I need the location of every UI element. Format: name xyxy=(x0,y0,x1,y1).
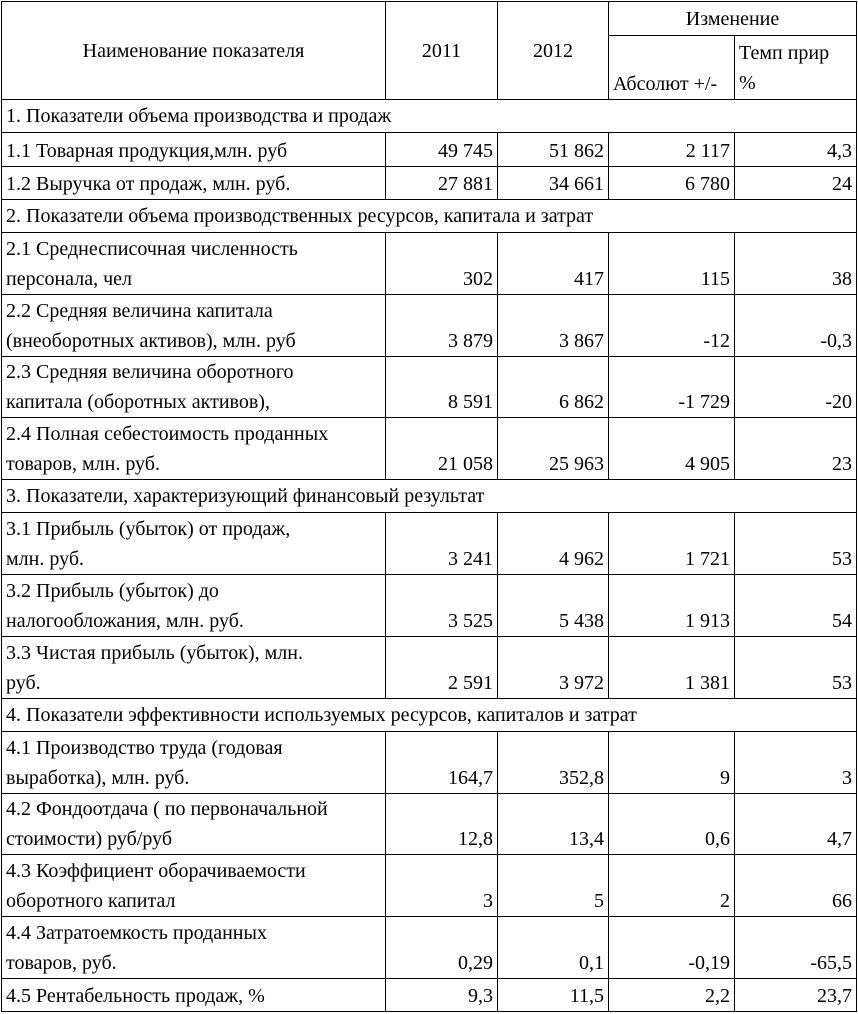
indicator-name-line: 1.2 Выручка от продаж, млн. руб. xyxy=(6,173,291,196)
absolute-change: 6 780 xyxy=(609,166,735,199)
value-2012: 3 972 xyxy=(498,636,609,698)
indicator-name xyxy=(2,978,386,1011)
indicator-name xyxy=(2,916,386,978)
indicator-name-line: 4.2 Фондоотдача ( по первоначальной xyxy=(6,798,328,821)
header-growth-rate-line2: % xyxy=(739,71,756,94)
section-title: 1. Показатели объема производства и продаж xyxy=(2,100,857,133)
indicator-name xyxy=(2,793,386,855)
growth-rate: 38 xyxy=(735,233,857,295)
table-header xyxy=(2,2,857,100)
table-row xyxy=(2,233,857,295)
value-2012: 5 xyxy=(498,855,609,917)
section-title: 2. Показатели объема производственных ресурсов, капитала и затрат xyxy=(2,200,857,233)
section-title: 3. Показатели, характеризующий финансовый результат xyxy=(2,480,857,513)
header-change: Изменение xyxy=(609,2,857,36)
indicator-name-line: товаров, руб. xyxy=(6,951,117,974)
absolute-change: 4 905 xyxy=(609,418,735,480)
absolute-change: 9 xyxy=(609,731,735,793)
indicator-name xyxy=(2,636,386,698)
indicator-name-line: руб. xyxy=(6,671,41,694)
section-row xyxy=(2,200,857,233)
growth-rate: 53 xyxy=(735,636,857,698)
indicator-name-line: (внеоборотных активов), млн. руб xyxy=(6,329,296,352)
absolute-change: 115 xyxy=(609,233,735,295)
indicator-name-line: 4.4 Затратоемкость проданных xyxy=(6,921,267,944)
value-2012: 352,8 xyxy=(498,731,609,793)
header-year-2011: 2011 xyxy=(386,2,498,100)
header-growth-rate-line1: Темп прир xyxy=(739,41,830,64)
indicator-name-line: 3.2 Прибыль (убыток) до xyxy=(6,579,219,602)
indicator-name xyxy=(2,418,386,480)
growth-rate: 4,7 xyxy=(735,793,857,855)
absolute-change: 1 721 xyxy=(609,513,735,575)
value-2012: 34 661 xyxy=(498,166,609,199)
indicator-name-line: 2.3 Средняя величина оборотного xyxy=(6,361,294,384)
growth-rate: -20 xyxy=(735,356,857,418)
indicator-name-line: 1.1 Товарная продукция,млн. руб xyxy=(6,139,288,162)
indicator-name-line: оборотного капитал xyxy=(6,889,176,912)
value-2011: 49 745 xyxy=(386,133,498,166)
value-2011: 21 058 xyxy=(386,418,498,480)
table-row xyxy=(2,513,857,575)
value-2011: 3 xyxy=(386,855,498,917)
section-title: 4. Показатели эффективности используемых ресурсов, капиталов и затрат xyxy=(2,698,857,731)
indicator-name-line: 2.2 Средняя величина капитала xyxy=(6,299,273,322)
indicator-name xyxy=(2,513,386,575)
indicator-name-line: 3.1 Прибыль (убыток) от продаж, xyxy=(6,518,291,541)
table-row xyxy=(2,166,857,199)
absolute-change: 2 xyxy=(609,855,735,917)
indicator-name-line: персонала, чел xyxy=(6,268,132,291)
growth-rate: 3 xyxy=(735,731,857,793)
table-row xyxy=(2,855,857,917)
indicator-name-line: 4.3 Коэффициент оборачиваемости xyxy=(6,859,306,882)
absolute-change: -1 729 xyxy=(609,356,735,418)
indicator-name xyxy=(2,356,386,418)
value-2011: 164,7 xyxy=(386,731,498,793)
absolute-change: -12 xyxy=(609,295,735,357)
indicator-name-line: выработка), млн. руб. xyxy=(6,766,190,789)
table-row xyxy=(2,636,857,698)
indicator-name xyxy=(2,855,386,917)
indicator-name-line: 2.1 Среднесписочная численность xyxy=(6,238,298,261)
value-2012: 3 867 xyxy=(498,295,609,357)
section-row xyxy=(2,100,857,133)
table-row xyxy=(2,916,857,978)
header-growth-rate xyxy=(735,36,857,100)
value-2011: 27 881 xyxy=(386,166,498,199)
indicator-name-line: 2.4 Полная себестоимость проданных xyxy=(6,423,329,446)
indicator-name xyxy=(2,731,386,793)
growth-rate: 24 xyxy=(735,166,857,199)
value-2011: 2 591 xyxy=(386,636,498,698)
absolute-change: 2,2 xyxy=(609,978,735,1011)
growth-rate: 66 xyxy=(735,855,857,917)
value-2012: 6 862 xyxy=(498,356,609,418)
indicator-name xyxy=(2,133,386,166)
value-2011: 0,29 xyxy=(386,916,498,978)
growth-rate: 54 xyxy=(735,575,857,637)
header-absolute-change: Абсолют +/- xyxy=(609,36,735,100)
header-year-2012: 2012 xyxy=(498,2,609,100)
indicator-name-line: 4.5 Рентабельность продаж, % xyxy=(6,985,265,1007)
value-2012: 4 962 xyxy=(498,513,609,575)
section-row xyxy=(2,480,857,513)
value-2012: 51 862 xyxy=(498,133,609,166)
header-indicator-name: Наименование показателя xyxy=(2,2,386,100)
table-row xyxy=(2,133,857,166)
indicator-name-line: млн. руб. xyxy=(6,548,84,571)
value-2011: 3 241 xyxy=(386,513,498,575)
value-2011: 12,8 xyxy=(386,793,498,855)
table-row xyxy=(2,731,857,793)
table-row xyxy=(2,978,857,1011)
absolute-change: 2 117 xyxy=(609,133,735,166)
value-2012: 417 xyxy=(498,233,609,295)
indicators-table xyxy=(1,1,857,1012)
indicator-name-line: стоимости) руб/руб xyxy=(6,828,173,851)
table-row xyxy=(2,575,857,637)
value-2012: 11,5 xyxy=(498,978,609,1011)
value-2011: 302 xyxy=(386,233,498,295)
growth-rate: 23 xyxy=(735,418,857,480)
value-2012: 13,4 xyxy=(498,793,609,855)
indicator-name xyxy=(2,295,386,357)
absolute-change: 1 913 xyxy=(609,575,735,637)
indicator-name xyxy=(2,233,386,295)
indicator-name-line: налогообложания, млн. руб. xyxy=(6,609,244,632)
absolute-change: 0,6 xyxy=(609,793,735,855)
indicator-name xyxy=(2,575,386,637)
value-2012: 5 438 xyxy=(498,575,609,637)
absolute-change: -0,19 xyxy=(609,916,735,978)
growth-rate: -0,3 xyxy=(735,295,857,357)
indicator-name-line: 4.1 Производство труда (годовая xyxy=(6,736,283,759)
value-2011: 3 879 xyxy=(386,295,498,357)
value-2011: 9,3 xyxy=(386,978,498,1011)
table-row xyxy=(2,356,857,418)
table-body xyxy=(2,100,857,1012)
value-2012: 0,1 xyxy=(498,916,609,978)
absolute-change: 1 381 xyxy=(609,636,735,698)
value-2011: 8 591 xyxy=(386,356,498,418)
indicator-name-line: товаров, млн. руб. xyxy=(6,453,160,476)
growth-rate: 4,3 xyxy=(735,133,857,166)
growth-rate: 53 xyxy=(735,513,857,575)
growth-rate: 23,7 xyxy=(735,978,857,1011)
value-2012: 25 963 xyxy=(498,418,609,480)
table-row xyxy=(2,793,857,855)
table-row xyxy=(2,295,857,357)
growth-rate: -65,5 xyxy=(735,916,857,978)
indicator-name-line: 3.3 Чистая прибыль (убыток), млн. xyxy=(6,641,303,664)
table-row xyxy=(2,418,857,480)
indicator-name-line: капитала (оборотных активов), xyxy=(6,391,270,414)
indicator-name xyxy=(2,166,386,199)
value-2011: 3 525 xyxy=(386,575,498,637)
section-row xyxy=(2,698,857,731)
